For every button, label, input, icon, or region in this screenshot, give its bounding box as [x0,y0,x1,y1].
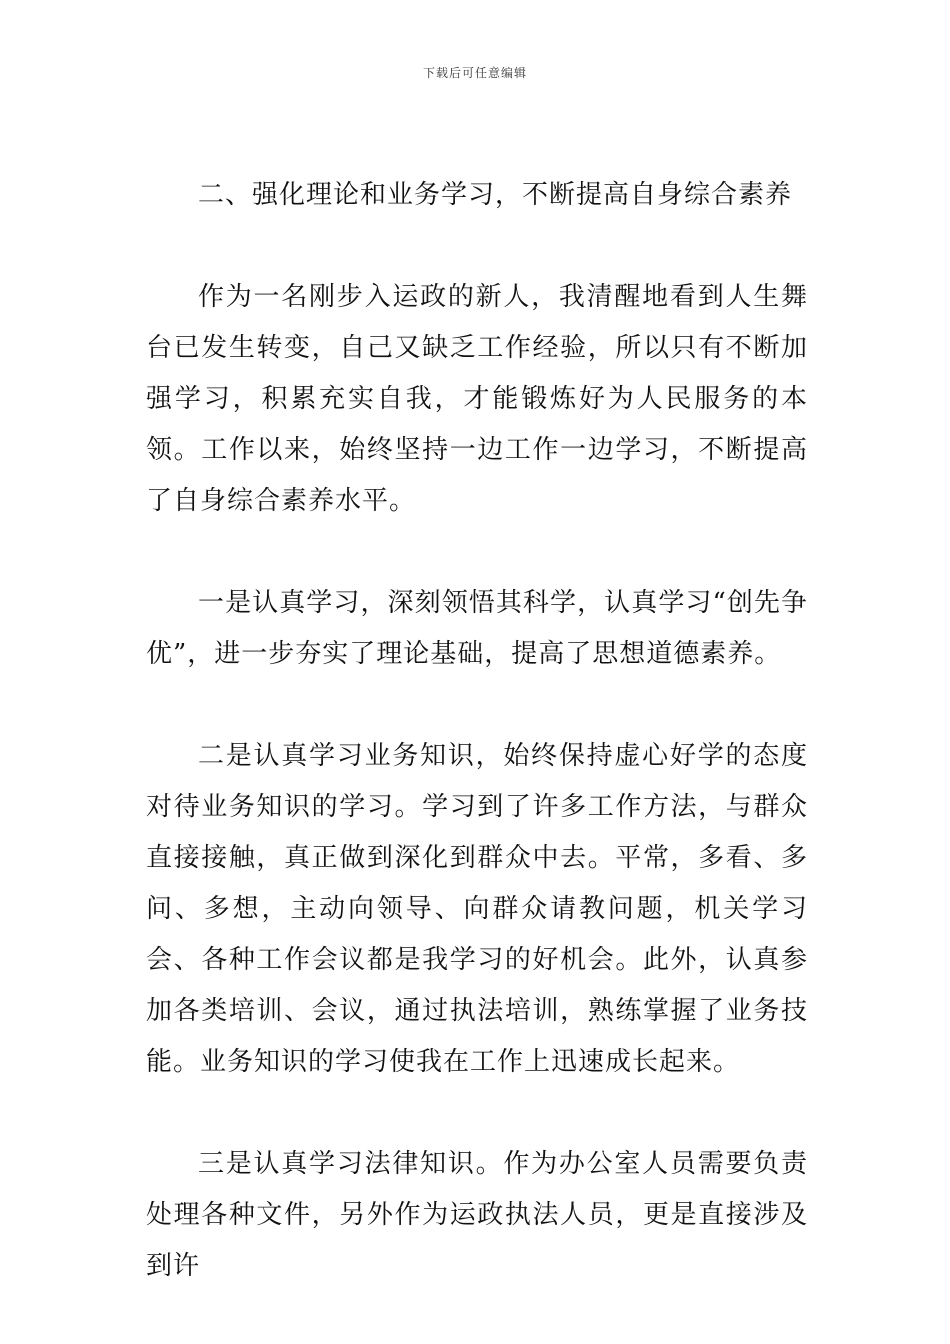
page-header-note: 下载后可任意编辑 [422,66,527,80]
paragraph-point-one: 一是认真学习，深刻领悟其科学，认真学习“创先争优”，进一步夯实了理论基础，提高了思想道德素养。 [146,588,808,669]
paragraph-point-two: 二是认真学习业务知识，始终保持虚心好学的态度对待业务知识的学习。学习到了许多工作方法，与群众直接接触，真正做到深化到群众中去。平常，多看、多问、多想，主动向领导、向群众请教问题，机关学习会、各种工作会议都是我学习的好机会。此外，认真参加各类培训、会议，通过执法培训，熟练掌握了业务技能。业务知识的学习使我在工作上迅速成长起来。 [146,741,808,1077]
paragraph-intro: 作为一名刚步入运政的新人，我清醒地看到人生舞台已发生转变，自己又缺乏工作经验，所以只有不断加强学习，积累充实自我，才能锻炼好为人民服务的本领。工作以来，始终坚持一边工作一边学习，不断提高了自身综合素养水平。 [146,282,808,516]
section-heading: 二、强化理论和业务学习，不断提高自身综合素养 [198,180,793,210]
document-body [146,170,808,1343]
paragraph-point-three: 三是认真学习法律知识。作为办公室人员需要负责处理各种文件，另外作为运政执法人员，更是直接涉及到许 [146,1149,808,1281]
